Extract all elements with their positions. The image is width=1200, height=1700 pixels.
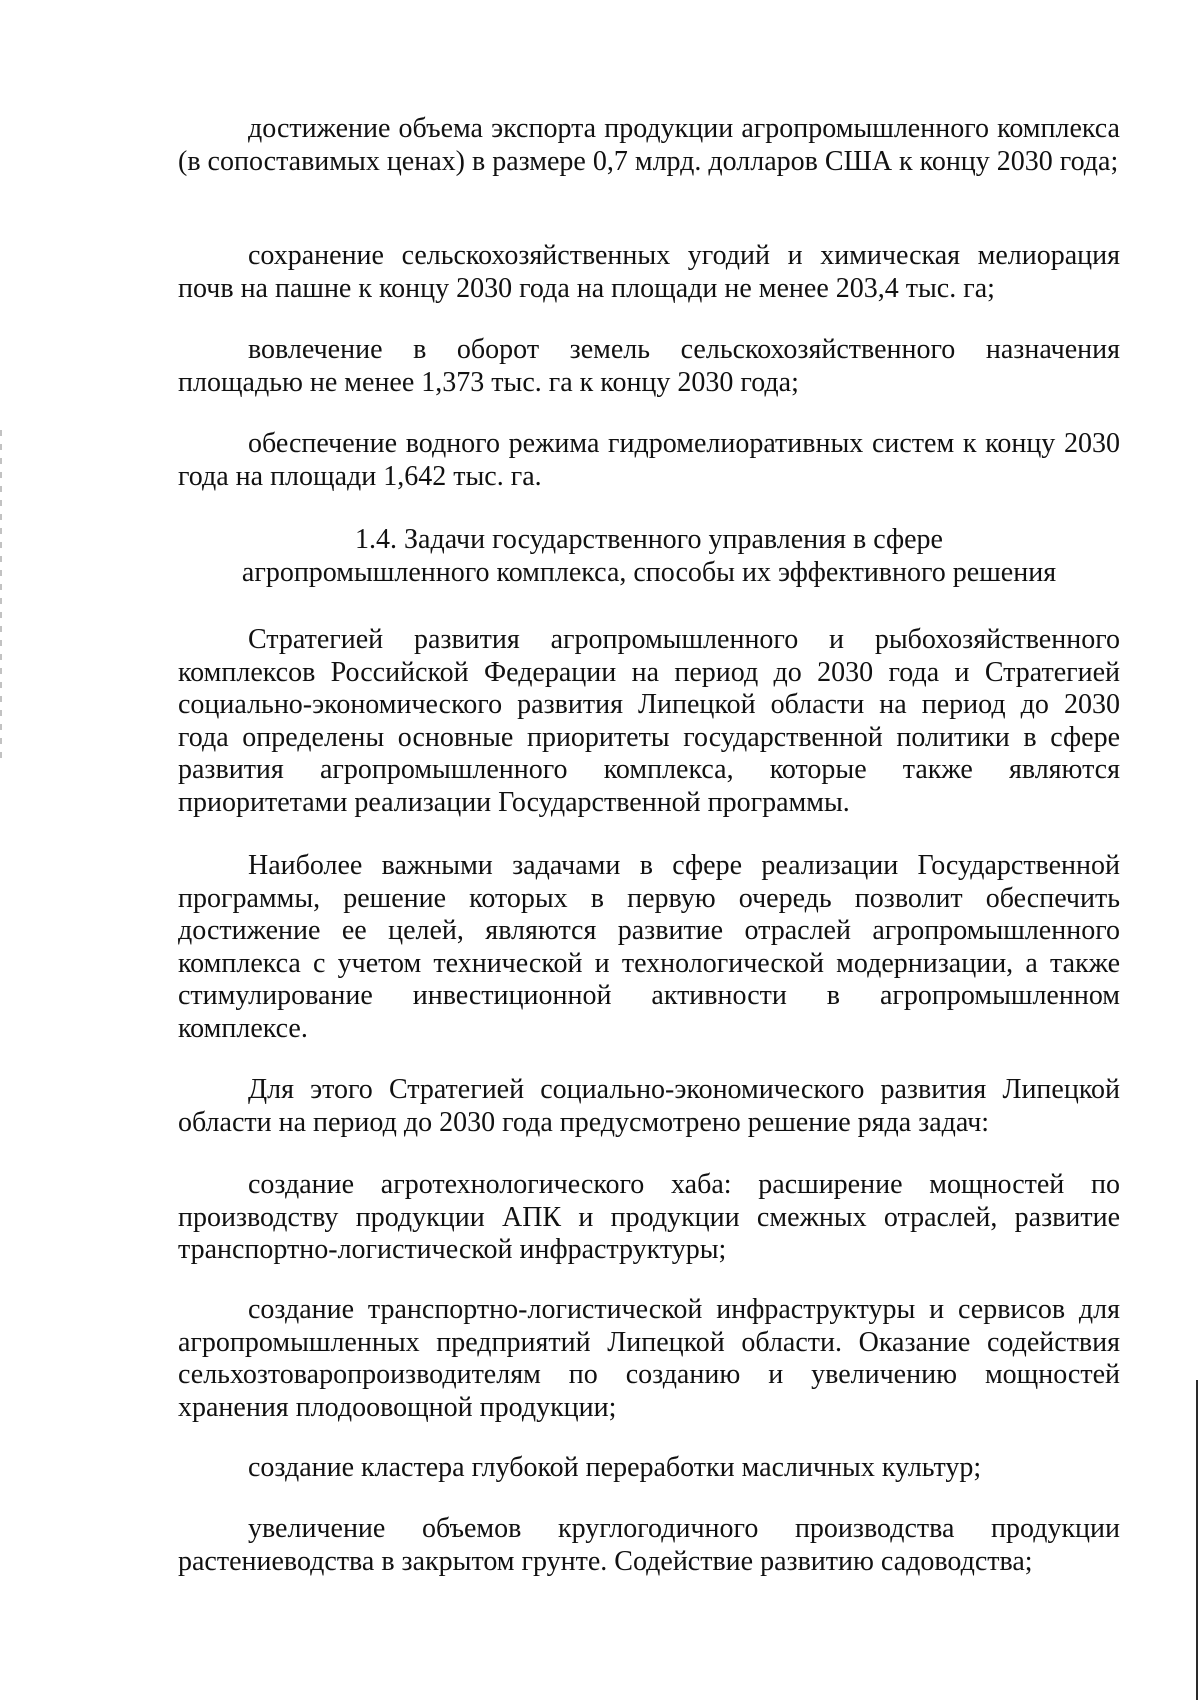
section-heading (178, 524, 1120, 589)
paragraph-land-turnover: вовлечение в оборот земель сельскохозяйственного назначения площадью не менее 1,373 тыс. га к концу 2030 года; (178, 334, 1120, 398)
paragraph-water-regime: обеспечение водного режима гидромелиоративных систем к концу 2030 года на площади 1,642 тыс. га. (178, 428, 1120, 492)
scan-edge-artifact-right (1196, 1380, 1198, 1700)
section-heading-line1: 1.4. Задачи государственного управления в сфере (355, 524, 943, 555)
scan-edge-artifact-left (0, 430, 2, 760)
paragraph-export-volume: достижение объема экспорта продукции агропромышленного комплекса (в сопоставимых ценах) в размере 0,7 млрд. долларов США к концу 2030 года; (178, 113, 1120, 177)
paragraph-strategy-tasks-intro: Для этого Стратегией социально-экономического развития Липецкой области на период до 2030 года предусмотрено решение ряда задач: (178, 1074, 1120, 1138)
paragraph-important-tasks: Наиболее важными задачами в сфере реализации Государственной программы, решение которых в первую очередь позволит обеспечить достижение ее целей, являются развитие отраслей агропромышленного комплекса с учетом технической и технологической модернизации, а также стимулирование инвестиционной активности в агропромышленном комплексе. (178, 850, 1120, 1044)
list-item-agro-hub: создание агротехнологического хаба: расширение мощностей по производству продукции АПК и продукции смежных отраслей, развитие транспортно-логистической инфраструктуры; (178, 1169, 1120, 1265)
section-heading-line2: агропромышленного комплекса, способы их эффективного решения (241, 556, 1057, 588)
paragraph-land-preservation: сохранение сельскохозяйственных угодий и химическая мелиорация почв на пашне к концу 2030 года на площади не менее 203,4 тыс. га; (178, 240, 1120, 304)
paragraph-strategy-priorities: Стратегией развития агропромышленного и рыбохозяйственного комплексов Российской Федерации на период до 2030 года и Стратегией социально-экономического развития Липецкой области на период до 2030 года определены основные приоритеты государственной политики в сфере развития агропромышленного комплекса, которые также являются приоритетами реализации Государственной программы. (178, 624, 1120, 818)
list-item-oilseed-cluster: создание кластера глубокой переработки масличных культур; (248, 1452, 982, 1483)
list-item-logistics-infrastructure: создание транспортно-логистической инфраструктуры и сервисов для агропромышленных предприятий Липецкой области. Оказание содействия сельхозтоваропроизводителям по созданию и увеличению мощностей хранения плодоовощной продукции; (178, 1294, 1120, 1423)
list-item-greenhouse-production: увеличение объемов круглогодичного производства продукции растениеводства в закрытом грунте. Содействие развитию садоводства; (178, 1513, 1120, 1577)
